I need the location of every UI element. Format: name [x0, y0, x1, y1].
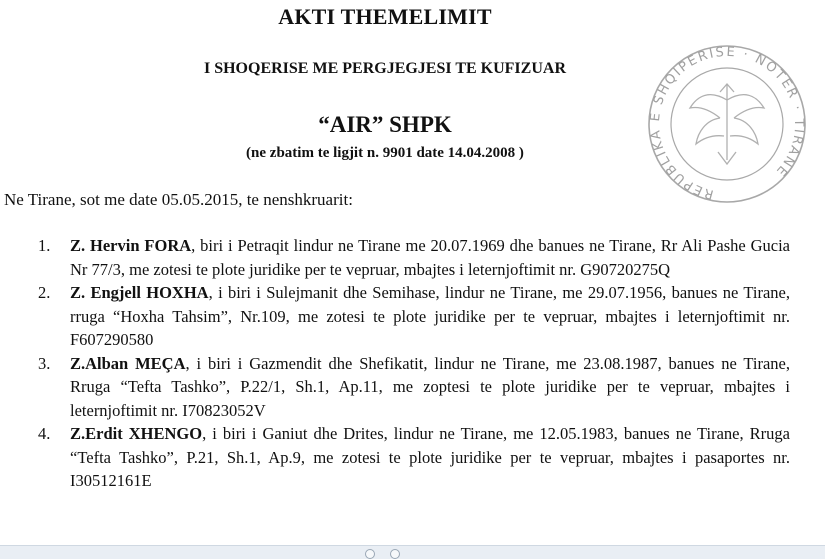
- notary-seal-icon: [640, 40, 815, 205]
- svg-text:REPUBLIKA E SHQIPERISE · NOTER: REPUBLIKA E SHQIPERISE · NOTER · TIRANE: [647, 44, 807, 202]
- list-item: [38, 352, 790, 423]
- item-number: 2.: [38, 283, 51, 302]
- item-number: 1.: [38, 236, 51, 255]
- list-item: [38, 234, 790, 281]
- list-item: [38, 281, 790, 352]
- item-number: 4.: [38, 424, 51, 443]
- party-details: , i biri i Gazmendit dhe Shefikatit, lindur ne Tirane, me 23.08.1987, banues ne Tirane, Rruga “Tefta Tashko”, P.22/1, Sh.1, Ap.11, me zoptesi te plote juridike per te vepruar, mbajtes i leternjoftimit nr. I70823052V: [70, 353, 790, 420]
- law-reference: (ne zbatim te ligjit n. 9901 date 14.04.2008 ): [246, 145, 524, 161]
- party-details: , biri i Petraqit lindur ne Tirane me 20.07.1969 dhe banues ne Tirane, Rr Ali Pashe Gucia Nr 77/3, me zotesi te plote juridike per te vepruar, mbajtes i leternjoftimit nr. G90720275Q: [70, 236, 790, 279]
- party-details: , i biri i Sulejmanit dhe Semihase, lindur ne Tirane, me 29.07.1956, banues ne Tirane, rruga “Hoxha Tahsim”, Nr.109, me zotesi te plote juridike per te vepruar, mbajtes i leternjoftimit nr. F607290580: [70, 283, 790, 349]
- intro-paragraph: Ne Tirane, sot me date 05.05.2015, te nenshkruarit:: [4, 190, 353, 209]
- party-name: Z.Erdit XHENGO: [70, 424, 203, 443]
- parties-list: [38, 234, 790, 493]
- horizontal-scrollbar[interactable]: [0, 545, 825, 559]
- party-name: Z.Alban MEÇA: [70, 353, 186, 373]
- list-item: [38, 422, 790, 493]
- document-title: AKTI THEMELIMIT: [278, 4, 492, 29]
- item-number: 3.: [38, 353, 51, 373]
- party-name: Z. Hervin FORA: [70, 236, 192, 255]
- company-name: “AIR” SHPK: [318, 112, 452, 137]
- party-details: , i biri i Ganiut dhe Drites, lindur ne Tirane, me 12.05.1983, banues ne Tirane, Rruga “Tefta Tashko”, P.21, Sh.1, Ap.9, me zotesi te plote juridike per te vepruar, mbajtes i pasaportes nr. I30512161E: [70, 424, 790, 490]
- party-name: Z. Engjell HOXHA: [70, 283, 209, 302]
- document-subtitle: I SHOQERISE ME PERGJEGJESI TE KUFIZUAR: [203, 60, 566, 77]
